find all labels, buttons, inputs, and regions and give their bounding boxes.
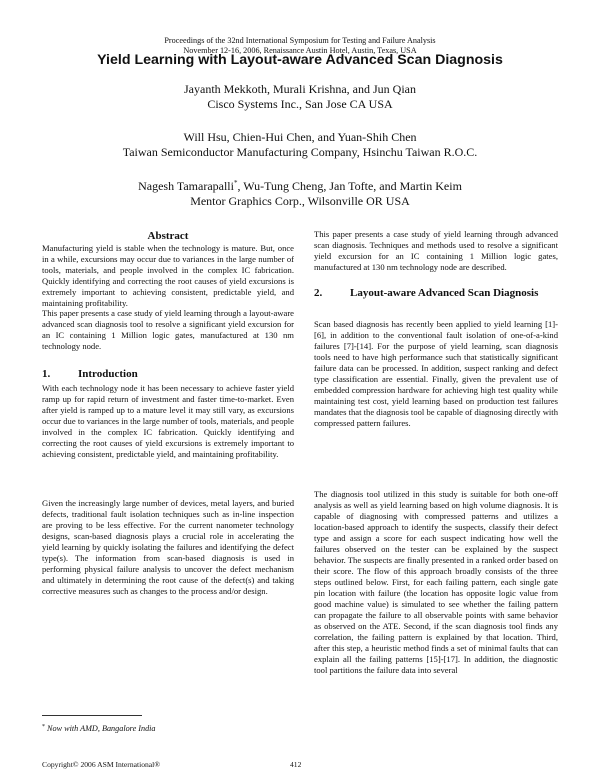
page-number: 412 bbox=[290, 760, 302, 769]
intro-p2-text: Given the increasingly large number of devices, metal layers, and buried defects, traditional fault isolation techniques such as in-line inspection are proving to be less effective. For the current nanometer technology designs, scan-based diagnosis plays a crucial role in accelerating the yield learning by quickly isolating the failures and identifying the defect type(s). The information from scan-based diagnosis is used in performing physical failure analysis to uncover the defect mechanism and ultimately in determining the root cause of the defect(s) and taking corrective measures such as changes to the process and/or design. bbox=[42, 498, 294, 596]
abstract-paragraph-2 bbox=[42, 308, 294, 352]
author-affiliation: Taiwan Semiconductor Manufacturing Company, Hsinchu Taiwan R.O.C. bbox=[122, 145, 478, 159]
dates-venue-line: November 12-16, 2006, Renaissance Austin Hotel, Austin, Texas, USA bbox=[183, 45, 417, 55]
footnote bbox=[42, 724, 156, 733]
section2-paragraph-2 bbox=[314, 489, 558, 676]
author-block-3 bbox=[0, 176, 600, 209]
section-title: Layout-aware Advanced Scan Diagnosis bbox=[350, 287, 539, 299]
abstract-heading: Abstract bbox=[147, 230, 189, 242]
paper-title: Yield Learning with Layout-aware Advanced Scan Diagnosis bbox=[97, 52, 503, 68]
abstract-p2-text: This paper presents a case study of yield learning through a layout-aware advanced scan diagnosis tool to resolve a significant yield excursion for an IC containing 1 Million logic gates, manufactured at 130 nm technology node. bbox=[42, 308, 294, 351]
abstract-p1-text: Manufacturing yield is stable when the technology is mature. But, once in a while, excursions may occur due to variances in the large number of tools, materials, and people involved in the complex IC fabrication. Quickly identifying and correcting the root causes of yield excursions is extremely important to achieving consistent, predictable yield, and maintaining profitability. bbox=[42, 243, 294, 308]
section-title: Introduction bbox=[78, 368, 138, 380]
author-names bbox=[0, 176, 600, 194]
author-affiliation: Cisco Systems Inc., San Jose CA USA bbox=[207, 97, 393, 111]
intro-paragraph-2 bbox=[42, 498, 294, 597]
author-footnote-mark: * bbox=[233, 179, 238, 187]
right-intro-paragraph bbox=[314, 229, 558, 273]
section-number: 2. bbox=[314, 287, 323, 299]
author-rest: , Wu-Tung Cheng, Jan Tofte, and Martin Keim bbox=[237, 179, 462, 193]
footnote-mark: * bbox=[42, 724, 45, 730]
proceedings-line: Proceedings of the 32nd International Symposium for Testing and Failure Analysis bbox=[164, 36, 436, 45]
footnote-divider bbox=[42, 715, 142, 716]
author-first: Nagesh Tamarapalli bbox=[138, 179, 234, 193]
section-heading-introduction bbox=[42, 368, 294, 380]
footnote-text: Now with AMD, Bangalore India bbox=[47, 724, 156, 733]
intro-p1-text: With each technology node it has been necessary to achieve faster yield ramp up for rapid return of investment and faster time-to-market. Even after yield is ramped up to a mature level it may still vary, as excursions occur due to variances in the large number of tools, materials, and people involved in the complex IC fabrication. Quickly identifying and correcting the root causes of yield excursions is extremely important to achieving consistent, predictable yield, and maintaining profitability. bbox=[42, 383, 294, 459]
section-heading-layout-aware bbox=[314, 285, 558, 301]
author-names: Jayanth Mekkoth, Murali Krishna, and Jun Qian bbox=[184, 82, 416, 96]
section-number: 1. bbox=[42, 368, 51, 380]
intro-paragraph-1 bbox=[42, 383, 294, 460]
author-block-1 bbox=[0, 82, 600, 112]
copyright-footer: Copyright© 2006 ASM International® bbox=[42, 760, 161, 769]
abstract-paragraph-1 bbox=[42, 243, 294, 309]
author-names: Will Hsu, Chien-Hui Chen, and Yuan-Shih Chen bbox=[183, 130, 417, 144]
author-affiliation: Mentor Graphics Corp., Wilsonville OR USA bbox=[190, 194, 410, 208]
right-intro-text: This paper presents a case study of yield learning through advanced scan diagnosis. Techniques and methods used to resolve a significant yield excursion for an IC containing 1 Million logic gates, manufactured at 130 nm technology node are described. bbox=[314, 229, 558, 272]
section2-p1-text: Scan based diagnosis has recently been applied to yield learning [1]-[6], in addition to the conventional fault isolation of one-of-a-kind failures [7]-[14]. For the purpose of yield learning, scan diagnosis tools need to have high performance such that statistically significant failure data can be processed. In addition, suspect ranking and defect type classification are essential. Finally, given the prevalent use of embedded compression hardware for achieving high test quality while maintaining test cost, yield learning based on production test failures mandates that the diagnosis tool be capable of diagnosing directly with compressed pattern failures. bbox=[314, 319, 558, 428]
section2-p2-text: The diagnosis tool utilized in this study is suitable for both one-off analysis as well as yield learning based on high volume diagnosis. It is capable of diagnosing with compressed patterns and utilizes a location-based approach to identify the suspects, classify their defect type and assign a score for each suspect indicating how well the failures observed on the tester can be explained by the suspect behavior. The suspects are finally presented in a ranked order based on their score. The flow of this approach broadly consists of the three steps outlined below. First, for each failing pattern, each single gate pin location with failure (the location has opposite logic value from good machine value) is simulated to see whether the failing pattern can propagate the failure to all observable points with same behavior as observed on the ATE. Second, if the scan diagnosis tool finds any correlation, the failing pattern is explained by that location. Third, after this step, a heuristic method finds a set of minimal faults that can explain all the failing patterns [15]-[17]. In addition, the diagnostic tool partitions the failure data into several bbox=[314, 489, 558, 675]
section2-paragraph-1 bbox=[314, 319, 558, 429]
author-block-2 bbox=[0, 130, 600, 160]
